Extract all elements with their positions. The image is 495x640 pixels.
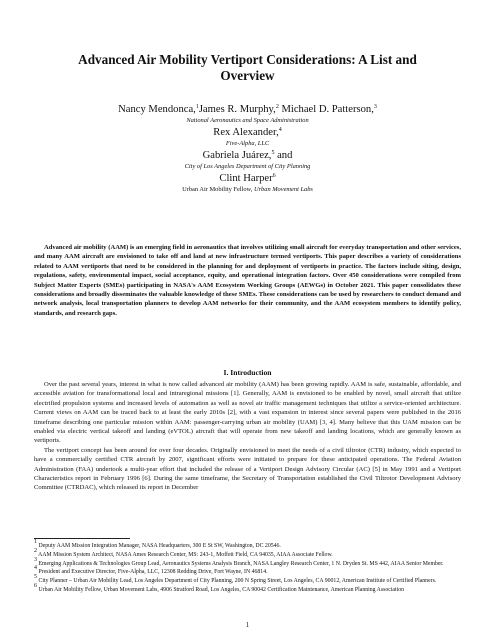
author-name: James R. Murphy, [198, 104, 276, 115]
footnote [34, 539, 461, 551]
footnote-text: City Planner – Urban Air Mobility Lead, Los Angeles Department of City Planning, 200 N Spring Street, Los Angeles, CA 90012, American Institute of Certified Planners. [37, 578, 437, 585]
author-line-fivealpha [40, 126, 455, 139]
footnote-text: Emerging Applications & Technologies Group Lead, Aeronautics Systems Analysis Branch, NASA Langley Research Center, 1 N. Dryden St. MS 442, AIAA Senior Member. [37, 560, 444, 567]
affiliation-la: City of Los Angeles Department of City Planning [184, 163, 311, 170]
paper-title [40, 52, 455, 84]
affiliation-prefix: Urban Air Mobility Fellow, [182, 186, 254, 193]
author-name: Michael D. Patterson, [278, 104, 374, 115]
footnote-mark: 5 [34, 574, 37, 581]
author-name: Nancy Mendonca, [118, 104, 196, 115]
footnote-mark: 3 [34, 556, 37, 563]
footnote-text: Deputy AAM Mission Integration Manager, NASA Headquarters, 300 E St SW, Washington, DC 20546. [37, 543, 281, 549]
footnote [34, 582, 461, 595]
footnote-mark: 4 [34, 565, 37, 572]
footnote-text: Urban Air Mobility Fellow, Urban Movement Labs, 4906 Stratford Road, Los Angeles, CA 90042 Certification Maintenance, American Planning Association [37, 586, 405, 593]
footnotes [34, 539, 461, 595]
affiliation-org: Urban Movement Labs [253, 186, 313, 193]
footnote-text: AAM Mission System Architect, NASA Ames Research Center, MS: 243-1, Moffett Field, CA 94035, AIAA Associate Fellow. [37, 551, 333, 558]
author-footnote-mark: 6 [272, 173, 276, 179]
author-line-la [40, 149, 455, 162]
affiliation-fivealpha: Five-Alpha, LLC [225, 140, 270, 147]
title-line-2: Overview [220, 68, 275, 83]
author-and: and [274, 150, 293, 161]
title-line-1: Advanced Air Mobility Vertiport Considerations: A List and [78, 52, 417, 67]
footnote [34, 565, 461, 577]
author-footnote-mark: 3 [373, 104, 377, 110]
author-footnote-mark: 4 [278, 127, 282, 133]
body-text [34, 380, 461, 493]
author-line-nasa [40, 103, 455, 116]
section-heading: I. Introduction [223, 368, 272, 377]
author-footnote-mark: 1 [195, 104, 199, 110]
footnote-mark: 6 [34, 582, 37, 589]
abstract: Advanced air mobility (AAM) is an emerging field in aeronautics that involves utilizing small aircraft for everyday transportation and other services, and many AAM aircraft are envisioned to take off and land at new infrastructure termed vertiports. This paper describes a variety of considerations related to AAM vertiports that need to be considered in the planning for and deployment of vertiports in practice. The factors include siting, design, regulations, safety, environmental impact, social acceptance, equity, and operational integration factors. Over 450 considerations were compiled from Subject Matter Experts (SMEs) participating in NASA's AAM Ecosystem Working Groups (AEWGs) in October 2021. This paper consolidates these considerations and broadly disseminates the valuable knowledge of these SMEs. These considerations can be used by researchers to conduct demand and network analysis, local transportation planners to develop AAM networks for their community, and the AAM ecosystem members to identify policy, standards, and research gaps. [34, 244, 461, 317]
author-name: Gabriela Juárez, [202, 150, 272, 161]
affiliation-uml [40, 185, 455, 194]
author-line-uml [40, 172, 455, 185]
affiliation-nasa: National Aeronautics and Space Administration [186, 117, 309, 124]
footnote [34, 556, 461, 572]
author-footnote-mark: 2 [275, 104, 279, 110]
page-number: 1 [245, 622, 250, 629]
footnote [34, 547, 461, 560]
footnote-rule [34, 538, 130, 539]
author-name: Rex Alexander, [213, 127, 279, 138]
paragraph-1: Over the past several years, interest in what is now called advanced air mobility (AAM) has been growing rapidly. AAM is safe, sustainable, affordable, and accessible aviation for transformational local and intraregional missions [1]. Generally, AAM is envisioned to be enabled by novel, small aircraft that utilize electrified propulsion systems and increased levels of automation as well as novel air traffic management techniques that utilize a service-oriented architecture. Current views on AAM can be traced back to at least the early 2010s [2], with a vast expansion in interest since several papers were published in the 2016 timeframe describing one particular mission within AAM: passenger-carrying urban air mobility (UAM) [3, 4]. Many believe that this UAM mission can be enabled via electric vertical takeoff and landing (eVTOL) aircraft that will operate from new takeoff and landing locations, which are generally known as vertiports. [34, 381, 461, 445]
paragraph-2: The vertiport concept has been around for over four decades. Originally envisioned to meet the needs of a civil tiltrotor (CTR) industry, which expected to have a commercially certified CTR aircraft by 2007, significant efforts were initiated to prepare for these anticipated operations. The Federal Aviation Administration (FAA) undertook a multi-year effort that included the release of a Vertiport Design Advisory Circular (AC) [5] in May 1991 and a Vertiport Characteristics report in February 1996 [6]. During the same timeframe, the Secretary of Transportation established the Civil Tiltrotor Development Advisory Committee (CTRDAC), which released its report in December [34, 446, 461, 492]
author-name: Clint Harper [219, 173, 273, 184]
footnote-mark: 2 [34, 547, 37, 554]
author-footnote-mark: 5 [271, 150, 275, 156]
footnote-mark: 1 [34, 539, 37, 545]
footnote [34, 574, 461, 586]
footnote-text: President and Executive Director, Five-Alpha, LLC, 12308 Redding Drive, Fort Wayne, IN 46814. [37, 569, 268, 576]
author-block [40, 103, 455, 195]
